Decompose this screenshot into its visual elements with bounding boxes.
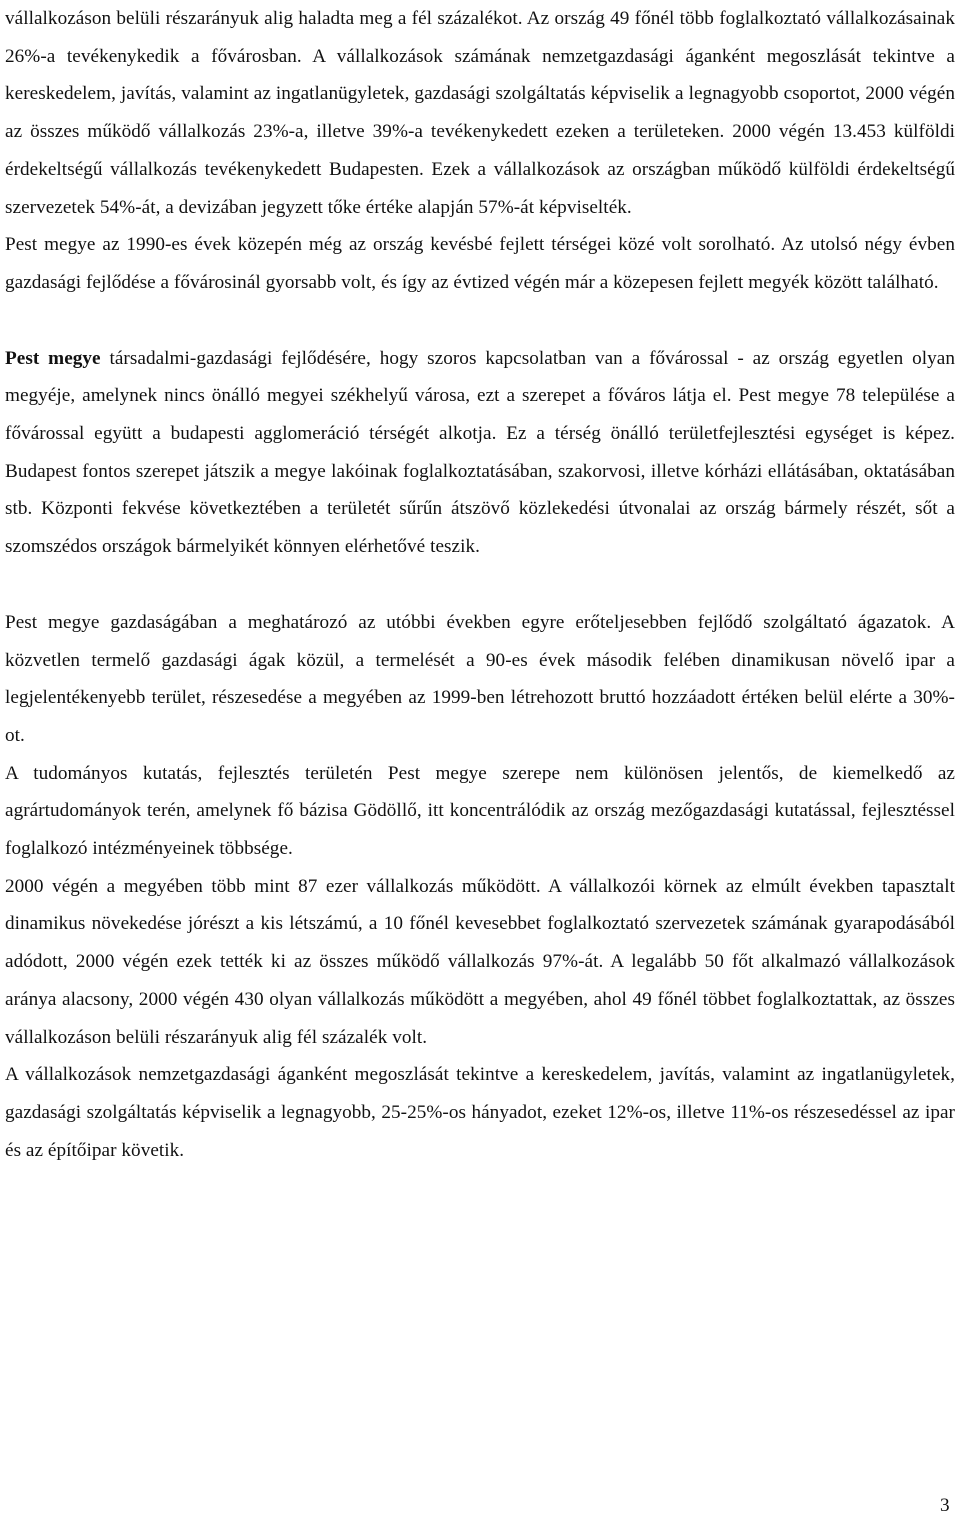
- paragraph-pest-development: Pest megye az 1990-es évek közepén még az ország kevésbé fejlett térségei közé volt sorolható. Az utolsó négy évben gazdasági fejlődése a fővárosinál gyorsabb volt, és így az évtized végén már a közepesen fejlett megyék között található.: [5, 234, 955, 293]
- paragraph-pest-enterprises: 2000 végén a megyében több mint 87 ezer vállalkozás működött. A vállalkozói körnek az elmúlt években tapasztalt dinamikus növekedése jórészt a kis létszámú, a 10 főnél kevesebbet foglalkoztató szervezetek számának gyarapodásából adódott, 2000 végén ezek tették ki az összes működő vállalkozás 97%-át. A legalább 50 főt alkalmazó vállalkozások aránya alacsony, 2000 végén 430 olyan vállalkozás működött a megyében, ahol 49 főnél többet foglalkoztattak, az összes vállalkozáson belüli részarányuk alig fél százalék volt.: [5, 875, 955, 1048]
- paragraph-pest-economy: Pest megye gazdaságában a meghatározó az utóbbi években egyre erőteljesebben fejlődő szolgáltató ágazatok. A közvetlen termelő gazdasági ágak közül, a termelését a 90-es évek második felében dinamikusan növelő ipar a legjelentékenyebb terület, részesedése a megyében az 1999-ben létrehozott bruttó hozzáadott értéken belül elérte a 30%-ot.: [5, 611, 955, 746]
- paragraph-spacer: [5, 302, 955, 340]
- paragraph-budapest-enterprises: vállalkozáson belüli részarányuk alig haladta meg a fél százalékot. Az ország 49 főnél több foglalkoztató vállalkozásainak 26%-a tevékenykedik a fővárosban. A vállalkozások számának nemzetgazdasági áganként megoszlását tekintve a kereskedelem, javítás, valamint az ingatlanügyletek, gazdasági szolgáltatás képviselik a legnagyobb csoportot, 2000 végén az összes működő vállalkozás 23%-a, illetve 39%-a tevékenykedett ezeken a területeken. 2000 végén 13.453 külföldi érdekeltségű vállalkozás tevékenykedett Budapesten. Ezek a vállalkozások az országban működő külföldi érdekeltségű szervezetek 54%-át, a devizában jegyzett tőke értéke alapján 57%-át képviselték.: [5, 8, 955, 218]
- paragraph-pest-capital-relation: [5, 340, 955, 566]
- document-page: [5, 0, 955, 1169]
- page-number: 3: [940, 1495, 950, 1516]
- paragraph-sector-breakdown: A vállalkozások nemzetgazdasági áganként megoszlását tekintve a kereskedelem, javítás, valamint az ingatlanügyletek, gazdasági szolgáltatás képviselik a legnagyobb, 25-25%-os hányadot, ezeket 12%-os, illetve 11%-os részesedéssel az ipar és az építőipar követik.: [5, 1064, 955, 1161]
- bold-lead-term: Pest megye: [5, 347, 101, 369]
- paragraph-research-development: A tudományos kutatás, fejlesztés területén Pest megye szerepe nem különösen jelentős, de kiemelkedő az agrártudományok terén, amelynek fő bázisa Gödöllő, itt koncentrálódik az ország mezőgazdasági kutatással, fejlesztéssel foglalkozó intézményeinek többsége.: [5, 762, 955, 860]
- paragraph-text: társadalmi-gazdasági fejlődésére, hogy szoros kapcsolatban van a fővárossal - az ország egyetlen olyan megyéje, amelynek nincs önálló megyei székhelyű városa, ezt a szerepet a főváros látja el. Pest megye 78 települése a fővárossal együtt a budapesti agglomeráció térségét alkotja. Ez a térség önálló területfejlesztési egységet is képez. Budapest fontos szerepet játszik a megye lakóinak foglalkoztatásában, szakorvosi, illetve kórházi ellátásában, oktatásában stb. Központi fekvése következtében a területét sűrűn átszövő közlekedési útvonalai az ország bármely részét, sőt a szomszédos országok bármelyikét könnyen elérhetővé teszik.: [5, 347, 955, 558]
- paragraph-spacer: [5, 566, 955, 604]
